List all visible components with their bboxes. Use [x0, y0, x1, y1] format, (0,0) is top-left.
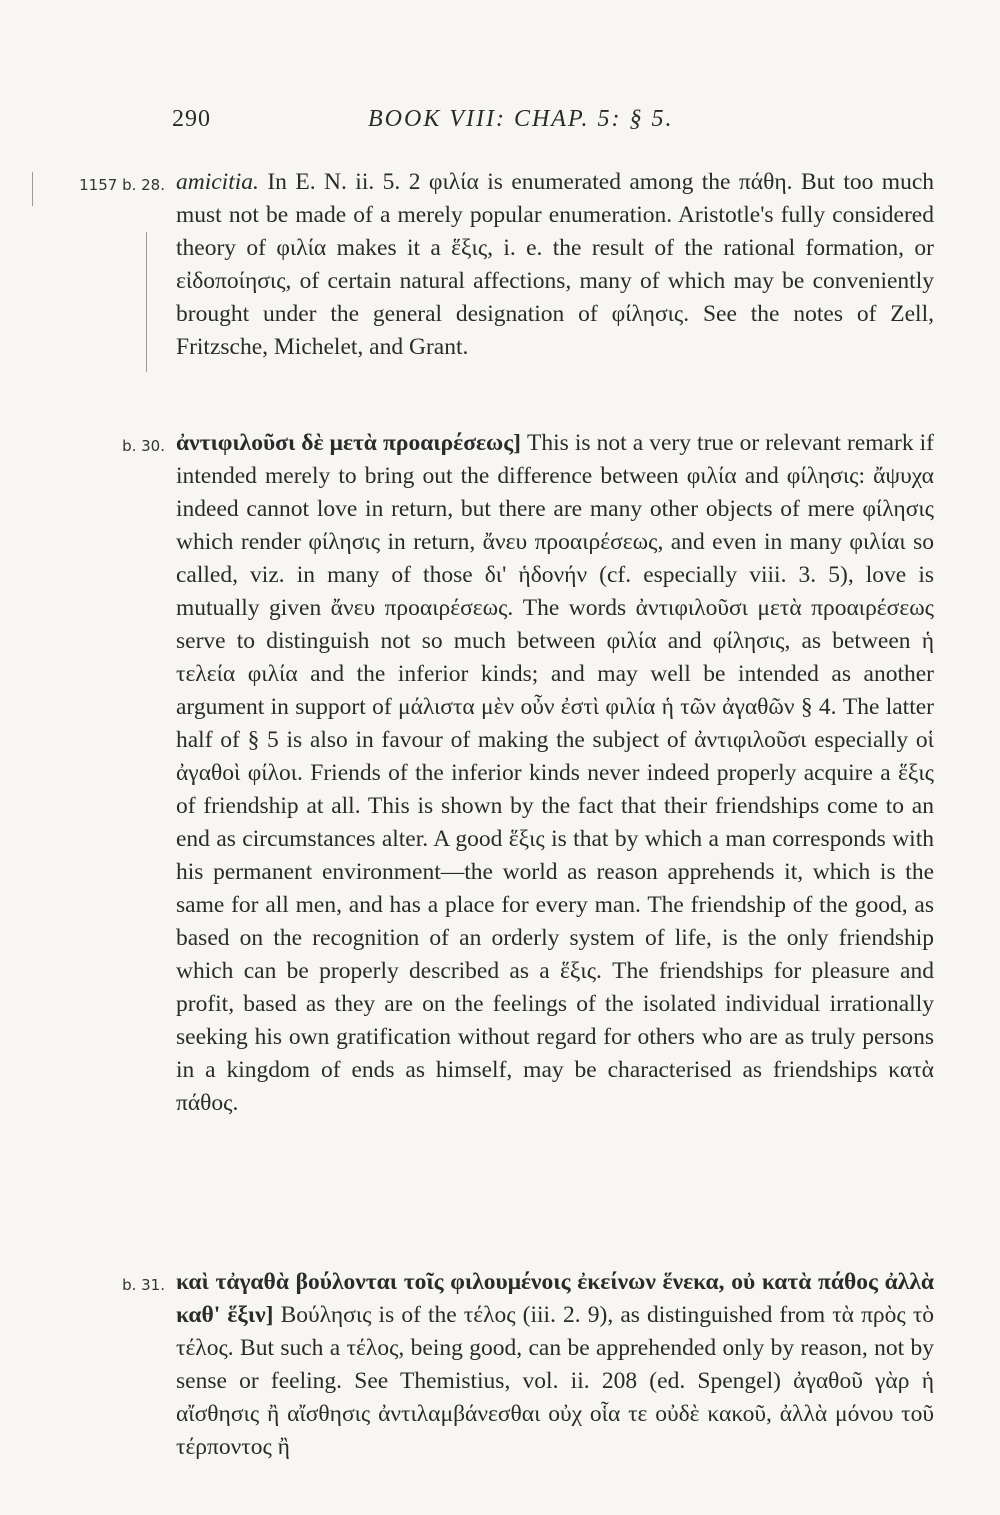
- note-lemma: ἀντιφιλοῦσι δὲ μετὰ προαιρέσεως]: [176, 430, 521, 456]
- note-commentary: In E. N. ii. 5. 2 φιλία is enumerated among the πάθη. But too much must not be made of a merely popular enumeration. Aristotle's fully considered theory of φιλία makes it a ἕξις, i. e. the result of the rational formation, or εἰδοποίησις, of certain natural affections, many of which may be conveniently brought under the general designation of φίλησις. See the notes of Zell, Fritzsche, Michelet, and Grant.: [176, 169, 934, 360]
- note-lemma: καὶ τἀγαθὰ βούλονται τοῖς φιλουμένοις ἐκείνων ἕνεκα, οὐ κατὰ πάθος ἀλλὰ καθ' ἕξιν]: [176, 1269, 934, 1328]
- line-reference: b. 30.: [122, 437, 165, 455]
- note-text: [176, 166, 934, 364]
- note-text: [176, 1266, 934, 1464]
- page-number: 290: [172, 106, 211, 132]
- margin-pencil-mark: [32, 172, 33, 206]
- note-lemma: amicitia.: [176, 169, 259, 195]
- note-text: [176, 427, 934, 1120]
- note-commentary: Βούλησις is of the τέλος (iii. 2. 9), as distinguished from τὰ πρὸς τὸ τέλος. But such a τέλος, being good, can be apprehended only by reason, not by sense or feeling. See Themistius, vol. ii. 208 (ed. Spengel) ἀγαθοῦ γὰρ ἡ αἴσθησις ἢ αἴσθησις ἀντιλαμβάνεσθαι οὐχ οἷα τε οὐδὲ κακοῦ, ἀλλὰ μόνου τοῦ τέρποντος ἢ: [176, 1302, 935, 1460]
- running-head: BOOK VIII: CHAP. 5: § 5.: [368, 106, 674, 132]
- margin-pencil-mark: [146, 232, 147, 372]
- page-header: [172, 106, 772, 146]
- note-commentary: This is not a very true or relevant remark if intended merely to bring out the difference between φιλία and φίλησις: ἄψυχα indeed cannot love in return, but there are many other objects of mere φίλησις which render φίλησις in return, ἄνευ προαιρέσεως, and even in many φιλίαι so called, viz. in many of those δι' ἡδονήν (cf. especially viii. 3. 5), love is mutually given ἄνευ προαιρέσεως. The words ἀντιφιλοῦσι μετὰ προαιρέσεως serve to distinguish not so much between φιλία and φίλησις, as between ἡ τελεία φιλία and the inferior kinds; and may well be intended as another argument in support of μάλιστα μὲν οὖν ἐστὶ φιλία ἡ τῶν ἀγαθῶν § 4. The latter half of § 5 is also in favour of making the subject of ἀντιφιλοῦσι especially οἱ ἀγαθοὶ φίλοι. Friends of the inferior kinds never indeed properly acquire a ἕξις of friendship at all. This is shown by the fact that their friendships come to an end as circumstances alter. A good ἕξις is that by which a man corresponds with his permanent environment—the world as reason apprehends it, which is the same for all men, and has a place for every man. The friendship of the good, as based on the recognition of an orderly system of life, is the only friendship which can be properly described as a ἕξις. The friendships for pleasure and profit, based as they are on the feelings of the isolated individual irrationally seeking his own gratification without regard for others who are as truly persons in a kingdom of ends as himself, may be characterised as friendships κατὰ πάθος.: [176, 430, 934, 1116]
- line-reference: 1157 b. 28.: [79, 176, 165, 194]
- line-reference: b. 31.: [122, 1276, 165, 1294]
